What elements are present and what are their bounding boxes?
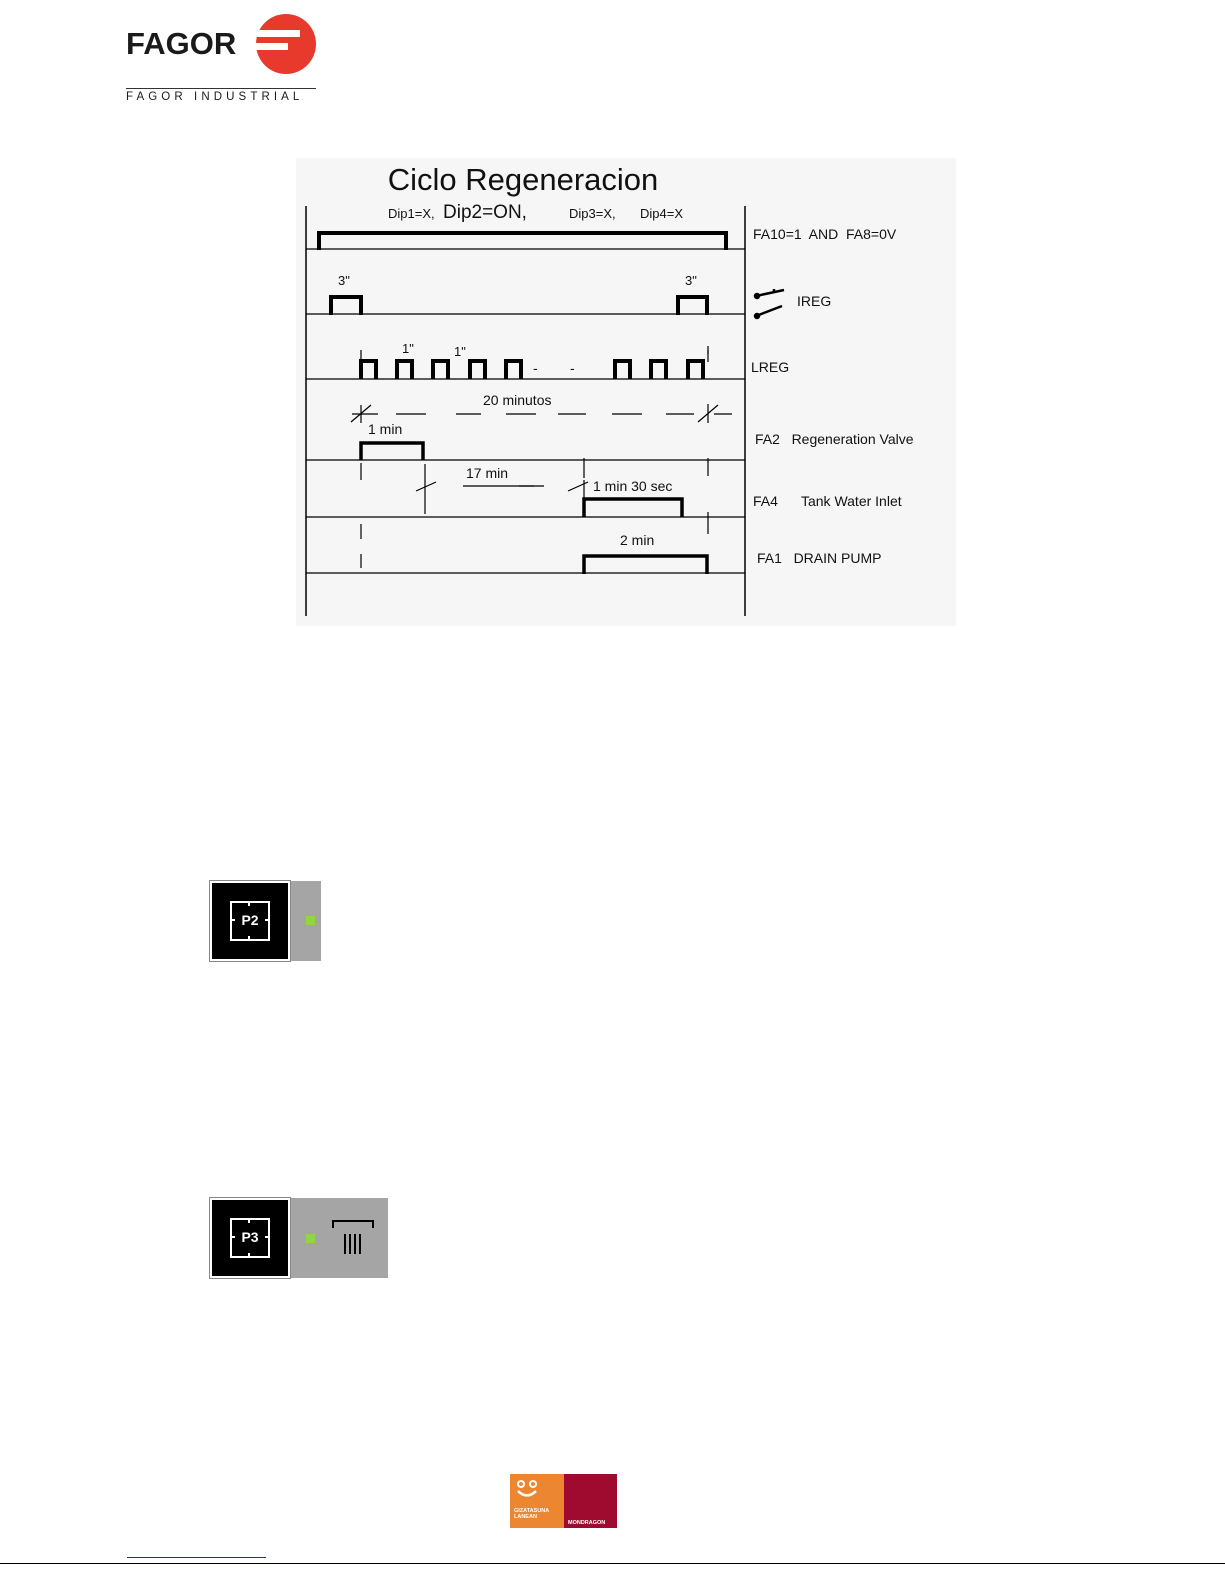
footer-org-line2: LANEAN <box>514 1514 537 1520</box>
row-label-fa10: FA10=1 AND FA8=0V <box>753 226 897 242</box>
diagram-title: Ciclo Regeneracion <box>387 162 659 197</box>
fagor-f-mark-icon <box>254 12 318 76</box>
brand-wordmark: FAGOR <box>126 26 237 61</box>
ireg-start-time: 3" <box>338 273 350 288</box>
row-label-lreg: LREG <box>751 359 790 375</box>
lreg-pulse-time-b: 1" <box>454 344 466 359</box>
row-label-fa2: FA2 Regeneration Valve <box>755 431 914 447</box>
p2-key[interactable] <box>210 881 290 961</box>
footer-link-underline <box>127 1557 266 1558</box>
row-label-fa1: FA1 DRAIN PUMP <box>757 550 882 566</box>
ireg-end-time: 3" <box>685 273 697 288</box>
lreg-pulse-time-a: 1" <box>402 341 414 356</box>
footer-group-name: MONDRAGON <box>568 1520 606 1526</box>
mondragon-logo-orange <box>510 1474 564 1528</box>
figure-icon <box>516 1480 538 1500</box>
dip2-label: Dip2=ON, <box>443 202 527 223</box>
fagor-logo <box>126 12 326 107</box>
row-label-fa4: FA4 Tank Water Inlet <box>753 493 902 509</box>
dip3-label: Dip3=X, <box>569 206 616 221</box>
panel-p2 <box>210 881 321 961</box>
fa2-time: 1 min <box>368 421 403 437</box>
regeneration-timing-diagram <box>296 158 956 626</box>
gap-time: 17 min <box>466 465 509 481</box>
p2-key-frame <box>230 901 270 941</box>
dishwasher-rack-icon <box>330 1218 378 1260</box>
dip1-label: Dip1=X, <box>388 206 435 221</box>
p3-status-led <box>306 1234 315 1243</box>
total-cycle-time: 20 minutos <box>483 392 552 408</box>
footer-rule <box>0 1563 1225 1564</box>
panel-p3 <box>210 1198 388 1278</box>
mondragon-logo-red <box>564 1474 617 1528</box>
brand-subtitle: FAGOR INDUSTRIAL <box>126 91 304 103</box>
dip4-label: Dip4=X <box>640 206 683 221</box>
p3-key-label: P3 <box>241 1229 259 1245</box>
mondragon-logo <box>510 1474 617 1528</box>
fa4-time: 1 min 30 sec <box>593 478 673 494</box>
lreg-continuation-1: - <box>533 360 538 376</box>
logo-underline <box>126 88 316 89</box>
p2-status-led <box>306 916 315 925</box>
lreg-continuation-2: - <box>570 360 575 376</box>
p3-key-frame <box>230 1218 270 1258</box>
footer-org-line1: GIZATASUNA <box>514 1508 550 1514</box>
fa1-time: 2 min <box>620 532 655 548</box>
row-label-ireg: IREG <box>797 293 832 309</box>
p2-key-label: P2 <box>241 912 259 928</box>
p3-key[interactable] <box>210 1198 290 1278</box>
